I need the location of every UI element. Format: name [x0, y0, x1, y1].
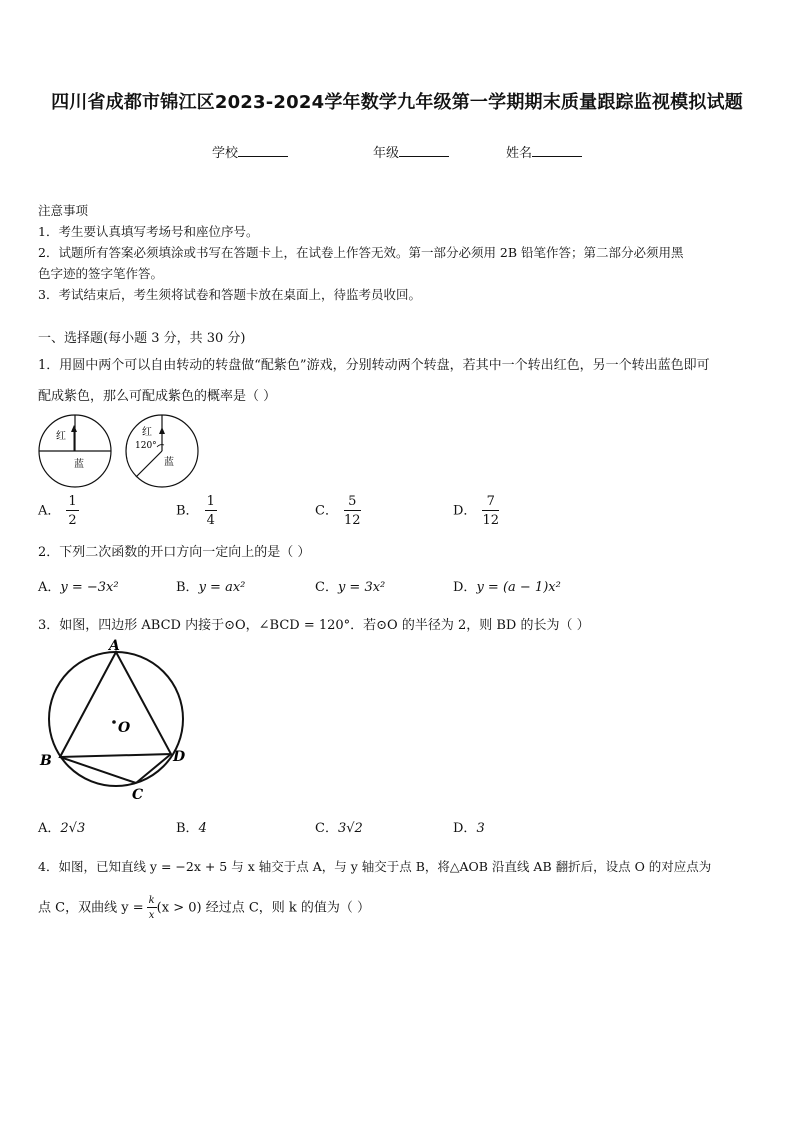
name-blank[interactable] [532, 144, 582, 157]
spinner-2-blue-label: 蓝 [164, 457, 174, 468]
q2-option-a-letter: A． [38, 580, 61, 595]
exam-title: 四川省成都市锦江区2023-2024学年数学九年级第一学期期末质量跟踪监视模拟试题 [51, 92, 743, 113]
q1-line-2: 配成紫色，那么可配成紫色的概率是（ ） [38, 389, 277, 404]
fraction-denominator: 12 [482, 513, 499, 528]
note-item-2-line-1: 2．试题所有答案必须填涂或书写在答题卡上，在试卷上作答无效。第一部分必须用 2B 铅笔作答；第二部分必须用黑 [38, 245, 684, 260]
q3-option-d-letter: D． [453, 821, 477, 836]
q3-option-a-text: 2√3 [60, 821, 86, 836]
fraction [344, 494, 361, 528]
q3-circle-figure [36, 636, 196, 806]
q3-option-a-letter: A． [38, 821, 61, 836]
name-label: 姓名 [506, 146, 533, 161]
point-b-label: B [40, 753, 52, 769]
point-c-label: C [132, 787, 144, 803]
fraction-denominator: x [148, 910, 155, 921]
notes-heading: 注意事项 [38, 203, 89, 218]
spinner-2-angle-label: 120° [135, 441, 157, 451]
q1-option-b[interactable] [176, 494, 217, 528]
note-item-2-line-2: 色字迹的签字笔作答。 [38, 266, 164, 281]
q2-option-d-text: y = (a − 1)x² [476, 580, 561, 595]
fraction-denominator: 12 [343, 513, 361, 528]
school-field[interactable] [212, 142, 288, 161]
q4-line-2-end: (x > 0) 经过点 C，则 k 的值为（ ） [156, 900, 371, 916]
spinner-2 [126, 415, 198, 487]
school-blank[interactable] [238, 144, 288, 157]
fraction-denominator: 2 [68, 513, 77, 528]
q2-option-c-letter: C． [315, 580, 338, 595]
section-heading: 一、选择题(每小题 3 分，共 30 分) [38, 331, 246, 346]
q2-option-c-text: y = 3x² [337, 580, 386, 595]
q1-spinners-figure [30, 405, 210, 495]
center-o-label: O [118, 720, 131, 736]
spinner-1 [39, 415, 111, 487]
q2-option-b-text: y = ax² [198, 580, 246, 595]
fraction [66, 494, 78, 528]
q3-stem: 3．如图，四边形 ABCD 内接于⊙O，∠BCD = 120°．若⊙O 的半径为 2，则 BD 的长为（ ） [38, 618, 590, 633]
fraction-numerator: 1 [68, 494, 77, 509]
fraction [205, 494, 217, 528]
q1-option-b-letter: B． [176, 503, 199, 519]
fraction [147, 895, 157, 921]
q2-option-b[interactable] [176, 576, 245, 595]
q3-option-d[interactable] [453, 817, 485, 836]
q3-option-b[interactable] [176, 817, 207, 836]
point-a-label: A [109, 638, 120, 654]
q3-option-c-text: 3√2 [337, 821, 363, 836]
name-field[interactable] [506, 142, 582, 161]
point-d-label: D [173, 749, 186, 765]
note-item-1: 1．考生要认真填写考场号和座位序号。 [38, 224, 259, 239]
q2-option-a-text: y = −3x² [60, 580, 119, 595]
q3-option-a[interactable] [38, 817, 85, 836]
q1-option-d-letter: D． [453, 503, 477, 519]
q3-option-c-letter: C． [315, 821, 338, 836]
spinner-1-red-label: 红 [56, 431, 66, 442]
q2-option-a[interactable] [38, 576, 119, 595]
q1-option-d[interactable] [453, 494, 499, 528]
spinner-1-blue-label: 蓝 [74, 459, 84, 470]
q1-line-1: 1．用圆中两个可以自由转动的转盘做“配紫色”游戏，分别转动两个转盘，若其中一个转出红色，另一个转出蓝色即可 [38, 358, 710, 373]
q2-option-c[interactable] [315, 576, 385, 595]
q1-option-a[interactable] [38, 494, 79, 528]
fraction-numerator: 1 [206, 494, 215, 509]
fraction-numerator: 7 [482, 494, 499, 511]
grade-label: 年级 [373, 146, 400, 161]
q3-option-d-text: 3 [476, 821, 485, 836]
fraction-denominator: 4 [206, 513, 215, 528]
q3-option-c[interactable] [315, 817, 363, 836]
q3-option-b-letter: B． [176, 821, 199, 836]
q4-line-2 [38, 895, 370, 921]
q1-option-c-letter: C． [315, 503, 338, 519]
spinner-2-red-label: 红 [142, 427, 152, 438]
q4-line-1: 4．如图，已知直线 y = −2x + 5 与 x 轴交于点 A，与 y 轴交于点 B，将△AOB 沿直线 AB 翻折后，设点 O 的对应点为 [38, 859, 712, 874]
fraction [482, 494, 499, 528]
q1-option-c[interactable] [315, 494, 361, 528]
grade-blank[interactable] [399, 144, 449, 157]
q2-option-b-letter: B． [176, 580, 199, 595]
q2-option-d-letter: D． [453, 580, 477, 595]
note-item-3: 3．考试结束后，考生须将试卷和答题卡放在桌面上，待监考员收回。 [38, 287, 421, 302]
q4-line-2-start: 点 C，双曲线 y = [38, 900, 144, 916]
q2-stem: 2．下列二次函数的开口方向一定向上的是（ ） [38, 545, 311, 560]
fraction-numerator: k [148, 895, 155, 906]
q3-option-b-text: 4 [198, 821, 207, 836]
q1-option-a-letter: A． [38, 503, 61, 519]
school-label: 学校 [212, 146, 239, 161]
fraction-numerator: 5 [344, 494, 361, 511]
grade-field[interactable] [373, 142, 449, 161]
q2-option-d[interactable] [453, 576, 561, 595]
